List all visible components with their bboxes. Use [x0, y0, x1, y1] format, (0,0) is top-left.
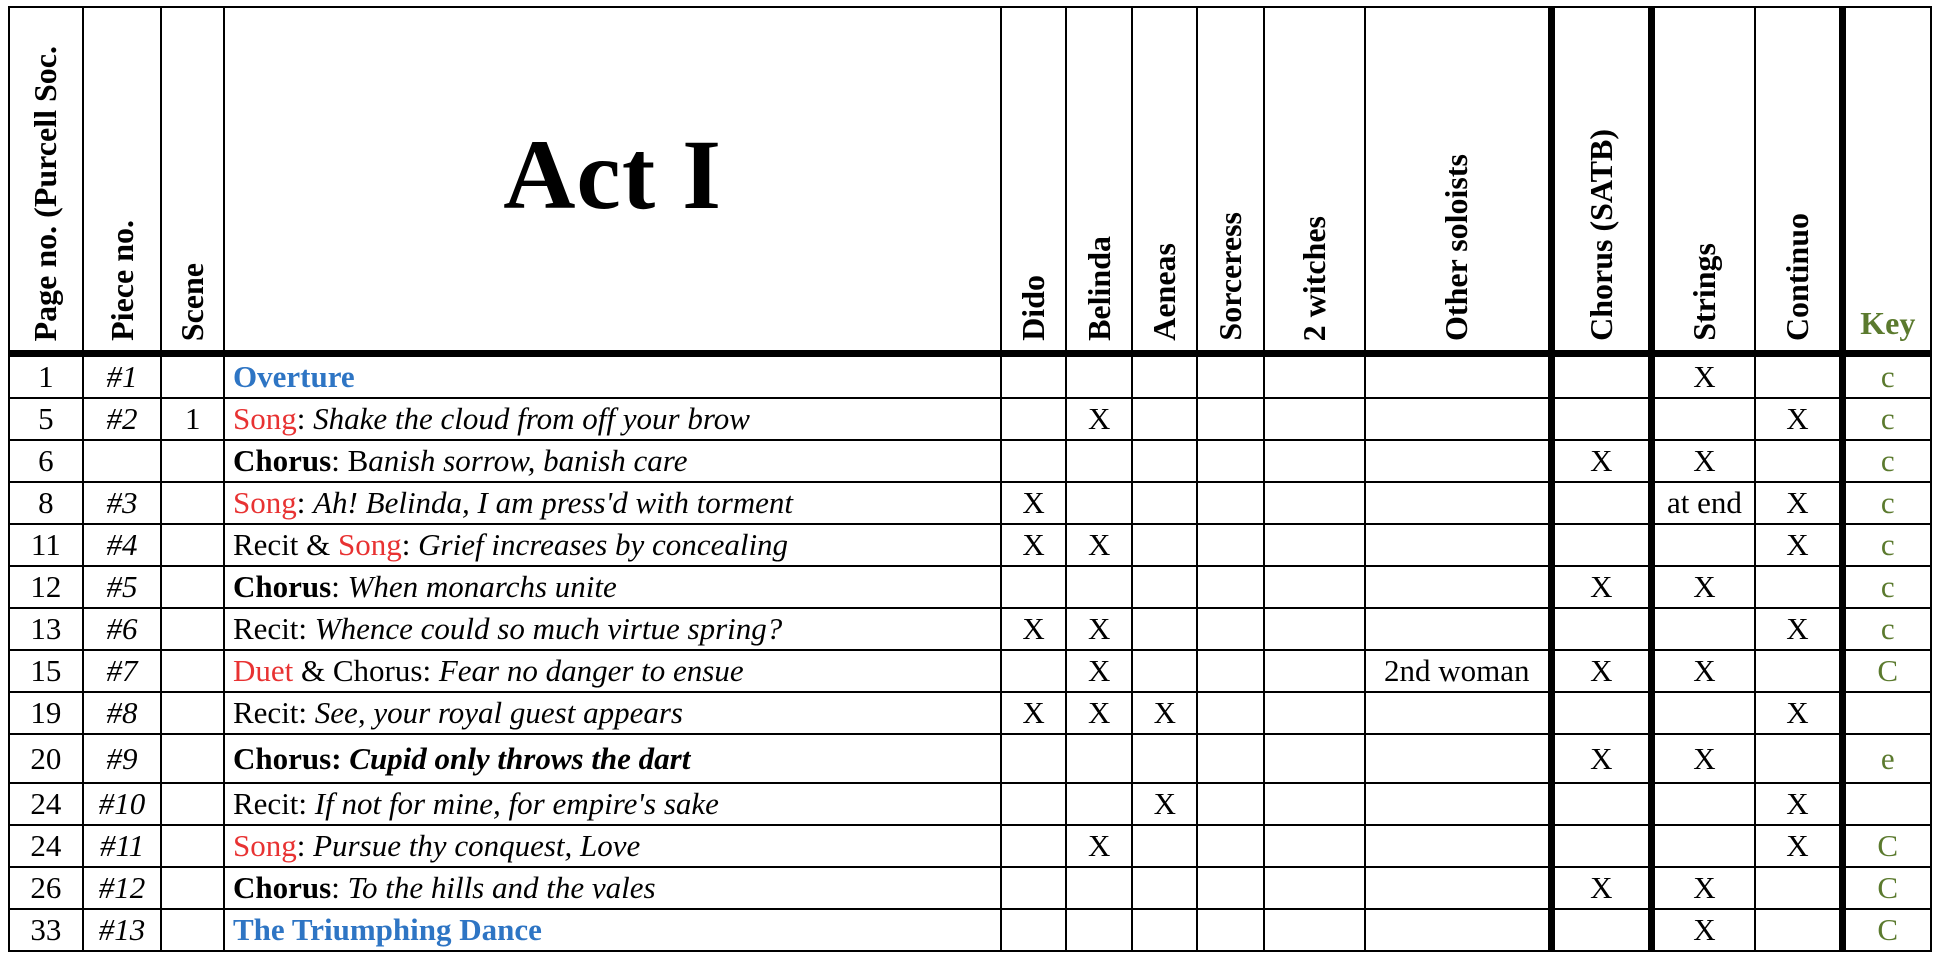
- continuo-cell: [1755, 734, 1842, 783]
- key-cell: c: [1842, 482, 1931, 524]
- table-row: [9, 608, 1931, 650]
- description-text: :: [296, 401, 314, 436]
- other-soloists-cell: [1365, 783, 1552, 825]
- chorus-cell: [1551, 398, 1651, 440]
- continuo-header: [1755, 7, 1842, 354]
- aeneas-header: [1132, 7, 1197, 354]
- piece-cell: #5: [83, 566, 162, 608]
- other-soloists-cell: [1365, 566, 1552, 608]
- dido-cell: X: [1001, 482, 1066, 524]
- key-cell: e: [1842, 734, 1931, 783]
- scene-header: [161, 7, 224, 354]
- description-text: : B: [331, 443, 369, 478]
- scene-cell: [161, 867, 224, 909]
- strings-cell: [1651, 398, 1755, 440]
- header-row: [9, 7, 1931, 354]
- other-soloists-cell: [1365, 909, 1552, 951]
- key-cell: c: [1842, 398, 1931, 440]
- description-text: Chorus:: [233, 741, 350, 776]
- piece-cell: #12: [83, 867, 162, 909]
- scene-cell: [161, 909, 224, 951]
- continuo-cell: [1755, 354, 1842, 399]
- description-text: :: [331, 870, 348, 905]
- dido-cell: [1001, 398, 1066, 440]
- description-text: Song: [233, 485, 297, 520]
- strings-cell: [1651, 524, 1755, 566]
- sorceress-cell: [1197, 398, 1264, 440]
- dido-cell: [1001, 825, 1066, 867]
- continuo-cell: [1755, 867, 1842, 909]
- piece-cell: #10: [83, 783, 162, 825]
- continuo-cell: X: [1755, 825, 1842, 867]
- piece-cell: #13: [83, 909, 162, 951]
- strings-cell: X: [1651, 354, 1755, 399]
- page-cell: 12: [9, 566, 83, 608]
- sorceress-cell: [1197, 909, 1264, 951]
- table-row: [9, 566, 1931, 608]
- dido-cell: [1001, 783, 1066, 825]
- strings-header: [1651, 7, 1755, 354]
- scene-cell: [161, 440, 224, 482]
- continuo-cell: X: [1755, 524, 1842, 566]
- other-soloists-cell: [1365, 524, 1552, 566]
- description-cell: [224, 524, 1001, 566]
- table-row: [9, 440, 1931, 482]
- aeneas-cell: [1132, 566, 1197, 608]
- description-text: Overture: [233, 359, 355, 394]
- piece-cell: #8: [83, 692, 162, 734]
- page-no-header-label: Page no. (Purcell Soc.: [27, 45, 64, 341]
- page-cell: 24: [9, 783, 83, 825]
- other-soloists-cell: [1365, 440, 1552, 482]
- description-cell: [224, 608, 1001, 650]
- strings-cell: at end: [1651, 482, 1755, 524]
- other-soloists-cell: [1365, 482, 1552, 524]
- dido-cell: X: [1001, 524, 1066, 566]
- aeneas-cell: [1132, 354, 1197, 399]
- sorceress-cell: [1197, 867, 1264, 909]
- sorceress-cell: [1197, 566, 1264, 608]
- belinda-header: [1066, 7, 1133, 354]
- other-soloists-cell: [1365, 608, 1552, 650]
- page-cell: 11: [9, 524, 83, 566]
- piece-cell: #7: [83, 650, 162, 692]
- description-cell: [224, 650, 1001, 692]
- description-cell: [224, 867, 1001, 909]
- description-text: :: [296, 485, 314, 520]
- table-row: [9, 650, 1931, 692]
- aeneas-cell: [1132, 440, 1197, 482]
- scene-cell: [161, 650, 224, 692]
- description-text: Chorus: [233, 870, 332, 905]
- description-text: Song: [233, 401, 297, 436]
- table-row: [9, 354, 1931, 399]
- witches-cell: [1264, 734, 1365, 783]
- chorus-cell: X: [1551, 734, 1651, 783]
- description-text: If not for mine, for empire's sake: [314, 786, 719, 821]
- page-cell: 8: [9, 482, 83, 524]
- description-text: When monarchs unite: [347, 569, 617, 604]
- key-cell: C: [1842, 909, 1931, 951]
- chorus-header-label: Chorus (SATB): [1582, 129, 1619, 341]
- act-title: Act I: [503, 119, 723, 230]
- description-text: Shake the cloud from off your brow: [313, 401, 750, 436]
- belinda-cell: X: [1066, 650, 1133, 692]
- witches-cell: [1264, 650, 1365, 692]
- table-row: [9, 783, 1931, 825]
- aeneas-cell: [1132, 825, 1197, 867]
- scene-cell: 1: [161, 398, 224, 440]
- key-cell: [1842, 783, 1931, 825]
- witches-cell: [1264, 825, 1365, 867]
- description-cell: [224, 692, 1001, 734]
- description-cell: [224, 440, 1001, 482]
- piece-cell: #9: [83, 734, 162, 783]
- piece-cell: #6: [83, 608, 162, 650]
- belinda-cell: X: [1066, 524, 1133, 566]
- dido-cell: [1001, 734, 1066, 783]
- dido-cell: [1001, 650, 1066, 692]
- witches-cell: [1264, 354, 1365, 399]
- dido-cell: X: [1001, 608, 1066, 650]
- key-cell: c: [1842, 566, 1931, 608]
- description-text: Cupid only throws the dart: [349, 741, 691, 776]
- description-text: Recit:: [233, 786, 315, 821]
- description-text: Recit:: [233, 695, 315, 730]
- chorus-cell: [1551, 692, 1651, 734]
- sorceress-header: [1197, 7, 1264, 354]
- act-title-header: [224, 7, 1001, 354]
- continuo-cell: [1755, 909, 1842, 951]
- piece-cell: #11: [83, 825, 162, 867]
- description-cell: [224, 482, 1001, 524]
- page-cell: 19: [9, 692, 83, 734]
- scene-cell: [161, 692, 224, 734]
- description-text: Song: [338, 527, 402, 562]
- description-cell: [224, 354, 1001, 399]
- description-text: Ah! Belinda, I am press'd with torment: [313, 485, 794, 520]
- piece-cell: [83, 440, 162, 482]
- description-text: Song: [233, 828, 297, 863]
- continuo-cell: [1755, 650, 1842, 692]
- dido-cell: [1001, 566, 1066, 608]
- continuo-cell: X: [1755, 398, 1842, 440]
- description-text: anish sorrow, banish care: [368, 443, 688, 478]
- strings-cell: X: [1651, 909, 1755, 951]
- description-cell: [224, 734, 1001, 783]
- strings-cell: [1651, 825, 1755, 867]
- description-text: :: [401, 527, 419, 562]
- belinda-cell: X: [1066, 608, 1133, 650]
- sorceress-cell: [1197, 440, 1264, 482]
- page-cell: 13: [9, 608, 83, 650]
- scene-cell: [161, 354, 224, 399]
- aeneas-cell: X: [1132, 783, 1197, 825]
- table-row: [9, 692, 1931, 734]
- description-text: Fear no danger to ensue: [438, 653, 744, 688]
- scene-cell: [161, 825, 224, 867]
- witches-cell: [1264, 440, 1365, 482]
- scene-cell: [161, 566, 224, 608]
- chorus-cell: [1551, 783, 1651, 825]
- key-header-label: Key: [1860, 305, 1916, 341]
- description-cell: [224, 783, 1001, 825]
- key-cell: C: [1842, 650, 1931, 692]
- chorus-cell: [1551, 354, 1651, 399]
- witches-cell: [1264, 909, 1365, 951]
- continuo-header-label: Continuo: [1778, 212, 1815, 341]
- page-cell: 1: [9, 354, 83, 399]
- witches-cell: [1264, 692, 1365, 734]
- sorceress-cell: [1197, 354, 1264, 399]
- scene-cell: [161, 482, 224, 524]
- continuo-cell: [1755, 566, 1842, 608]
- strings-cell: X: [1651, 440, 1755, 482]
- description-text: Grief increases by concealing: [418, 527, 789, 562]
- page-no-header: [9, 7, 83, 354]
- description-text: :: [331, 569, 348, 604]
- sorceress-cell: [1197, 692, 1264, 734]
- sorceress-cell: [1197, 825, 1264, 867]
- sorceress-cell: [1197, 608, 1264, 650]
- scene-cell: [161, 608, 224, 650]
- scene-cell: [161, 734, 224, 783]
- aeneas-cell: [1132, 482, 1197, 524]
- piece-no-header: [83, 7, 162, 354]
- aeneas-header-label: Aeneas: [1146, 243, 1183, 341]
- strings-cell: X: [1651, 650, 1755, 692]
- page-cell: 24: [9, 825, 83, 867]
- sorceress-cell: [1197, 650, 1264, 692]
- other-soloists-cell: [1365, 354, 1552, 399]
- strings-cell: [1651, 692, 1755, 734]
- table-row: [9, 734, 1931, 783]
- piece-no-header-label: Piece no.: [103, 220, 140, 341]
- witches-header: [1264, 7, 1365, 354]
- witches-cell: [1264, 524, 1365, 566]
- table-row: [9, 524, 1931, 566]
- chorus-cell: X: [1551, 566, 1651, 608]
- other-soloists-cell: [1365, 825, 1552, 867]
- belinda-cell: [1066, 440, 1133, 482]
- belinda-cell: X: [1066, 692, 1133, 734]
- description-text: Duet: [233, 653, 294, 688]
- continuo-cell: X: [1755, 692, 1842, 734]
- belinda-header-label: Belinda: [1080, 236, 1117, 341]
- other-soloists-cell: [1365, 398, 1552, 440]
- witches-cell: [1264, 398, 1365, 440]
- key-header: [1842, 7, 1931, 354]
- belinda-cell: [1066, 482, 1133, 524]
- strings-cell: X: [1651, 867, 1755, 909]
- table-row: [9, 909, 1931, 951]
- chorus-header: [1551, 7, 1651, 354]
- key-cell: c: [1842, 608, 1931, 650]
- chorus-cell: [1551, 482, 1651, 524]
- aeneas-cell: [1132, 608, 1197, 650]
- belinda-cell: X: [1066, 398, 1133, 440]
- description-text: Chorus: [233, 569, 332, 604]
- key-cell: [1842, 692, 1931, 734]
- key-cell: c: [1842, 354, 1931, 399]
- chorus-cell: [1551, 524, 1651, 566]
- strings-cell: X: [1651, 734, 1755, 783]
- description-text: See, your royal guest appears: [314, 695, 683, 730]
- aeneas-cell: [1132, 867, 1197, 909]
- piece-cell: #3: [83, 482, 162, 524]
- table-row: [9, 482, 1931, 524]
- chorus-cell: [1551, 825, 1651, 867]
- sorceress-header-label: Sorceress: [1211, 212, 1248, 341]
- description-text: Recit &: [233, 527, 339, 562]
- scene-header-label: Scene: [174, 262, 211, 341]
- sorceress-cell: [1197, 783, 1264, 825]
- piece-cell: #1: [83, 354, 162, 399]
- page-cell: 15: [9, 650, 83, 692]
- key-cell: C: [1842, 825, 1931, 867]
- key-cell: c: [1842, 440, 1931, 482]
- page-cell: 6: [9, 440, 83, 482]
- piece-cell: #4: [83, 524, 162, 566]
- aeneas-cell: [1132, 524, 1197, 566]
- strings-header-label: Strings: [1686, 243, 1722, 341]
- chorus-cell: X: [1551, 650, 1651, 692]
- description-text: Recit:: [233, 611, 315, 646]
- witches-cell: [1264, 867, 1365, 909]
- description-text: To the hills and the vales: [347, 870, 656, 905]
- aeneas-cell: [1132, 734, 1197, 783]
- aeneas-cell: [1132, 909, 1197, 951]
- description-text: :: [296, 828, 314, 863]
- dido-cell: [1001, 867, 1066, 909]
- belinda-cell: X: [1066, 825, 1133, 867]
- page-cell: 33: [9, 909, 83, 951]
- description-text: Whence could so much virtue spring?: [314, 611, 783, 646]
- other-soloists-cell: [1365, 867, 1552, 909]
- chorus-cell: X: [1551, 867, 1651, 909]
- description-text: The Triumphing Dance: [233, 912, 542, 947]
- strings-cell: X: [1651, 566, 1755, 608]
- scene-cell: [161, 783, 224, 825]
- belinda-cell: [1066, 783, 1133, 825]
- other-soloists-cell: [1365, 734, 1552, 783]
- key-cell: C: [1842, 867, 1931, 909]
- description-text: & Chorus:: [293, 653, 439, 688]
- sorceress-cell: [1197, 734, 1264, 783]
- continuo-cell: X: [1755, 482, 1842, 524]
- sorceress-cell: [1197, 482, 1264, 524]
- aeneas-cell: X: [1132, 692, 1197, 734]
- other-soloists-header: [1365, 7, 1552, 354]
- dido-cell: [1001, 909, 1066, 951]
- description-cell: [224, 825, 1001, 867]
- piece-cell: #2: [83, 398, 162, 440]
- witches-cell: [1264, 566, 1365, 608]
- table-row: [9, 825, 1931, 867]
- page-cell: 20: [9, 734, 83, 783]
- belinda-cell: [1066, 867, 1133, 909]
- sorceress-cell: [1197, 524, 1264, 566]
- description-cell: [224, 566, 1001, 608]
- dido-cell: X: [1001, 692, 1066, 734]
- table-body: [9, 354, 1931, 952]
- act-one-table: [8, 6, 1932, 952]
- belinda-cell: [1066, 354, 1133, 399]
- scene-cell: [161, 524, 224, 566]
- continuo-cell: X: [1755, 783, 1842, 825]
- dido-cell: [1001, 354, 1066, 399]
- page-cell: 5: [9, 398, 83, 440]
- description-cell: [224, 909, 1001, 951]
- description-cell: [224, 398, 1001, 440]
- witches-cell: [1264, 482, 1365, 524]
- continuo-cell: X: [1755, 608, 1842, 650]
- belinda-cell: [1066, 566, 1133, 608]
- continuo-cell: [1755, 440, 1842, 482]
- witches-header-label: 2 witches: [1295, 215, 1332, 341]
- chorus-cell: X: [1551, 440, 1651, 482]
- chorus-cell: [1551, 909, 1651, 951]
- witches-cell: [1264, 783, 1365, 825]
- aeneas-cell: [1132, 650, 1197, 692]
- belinda-cell: [1066, 734, 1133, 783]
- belinda-cell: [1066, 909, 1133, 951]
- description-text: Chorus: [233, 443, 332, 478]
- strings-cell: [1651, 608, 1755, 650]
- description-text: Pursue thy conquest, Love: [313, 828, 641, 863]
- other-soloists-header-label: Other soloists: [1438, 154, 1475, 341]
- dido-header: [1001, 7, 1066, 354]
- dido-header-label: Dido: [1015, 275, 1052, 341]
- dido-cell: [1001, 440, 1066, 482]
- key-cell: c: [1842, 524, 1931, 566]
- table-row: [9, 398, 1931, 440]
- table-row: [9, 867, 1931, 909]
- aeneas-cell: [1132, 398, 1197, 440]
- strings-cell: [1651, 783, 1755, 825]
- other-soloists-cell: [1365, 692, 1552, 734]
- witches-cell: [1264, 608, 1365, 650]
- chorus-cell: [1551, 608, 1651, 650]
- other-soloists-cell: 2nd woman: [1365, 650, 1552, 692]
- page-cell: 26: [9, 867, 83, 909]
